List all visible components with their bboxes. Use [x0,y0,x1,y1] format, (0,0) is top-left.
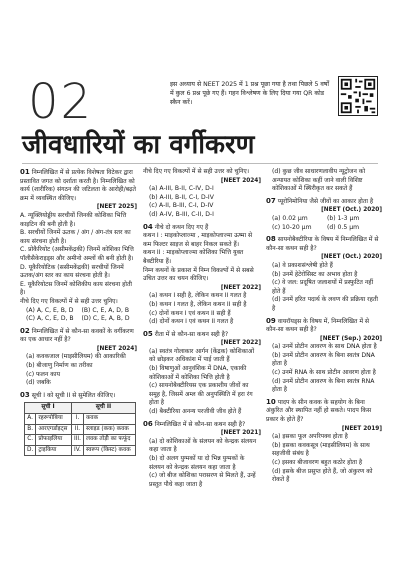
question-06-continued [266,168,382,194]
option-d[interactable]: (d) बैक्टीरिया अनन्य परजीवी जीव होते हैं [149,408,242,416]
question-10 [266,398,382,485]
qr-code-icon[interactable] [338,76,378,116]
row-key: D. [25,445,36,456]
option-c[interactable]: (c) 10-20 μm [272,223,312,231]
column-2 [143,168,261,492]
question-07 [266,197,382,232]
question-prompt: नीचे दिए गए विकल्पों में से सही उत्तर चुनिए। [20,297,118,305]
question-prompt: निम्न कथनों के प्रकाश में निम्न विकल्पों में से सबसे उचित उत्तर का चयन कीजिए। [143,266,254,283]
options [266,215,382,232]
question-text: सूची I को सूची II से सुमेलित कीजिए। [31,391,116,399]
option-d[interactable]: (d) उनमें हरित पदार्थ के लवण की प्रक्रिया रहती है [272,296,378,312]
table-header-list-1: सूची I [25,403,72,414]
exam-tag: [NEET (Sep.) 2020] [320,335,382,342]
option-c[interactable]: (c) इसका बीजावरण बहुत कठोर होता है [272,459,363,466]
row-item: लवक तोड़ी का फफूंद [83,435,135,446]
option-a[interactable]: (a) वे प्रकाशसंश्लेषी होते हैं [272,261,333,269]
statement-c: C. प्रोकैरियोट (असीमकेंद्रकी) जिनमें कोशिका भित्ति पॉलीसैकेराइड्स और अमीनो अम्लों की बनी होती है। [20,246,134,262]
question-03 [20,391,137,457]
row-item: स्वरूप (किस्ट) कवक [83,445,135,456]
row-item: ट्राइकिया [36,445,72,456]
exam-tag: [NEET 2024] [96,345,137,352]
statement-e: E. यूकैरियोटस जिनमें कोशिकीय काय संरचना होती है। [20,280,132,297]
option-b[interactable]: (B) C, E, A, D, B [81,306,130,314]
row-key: B. [25,424,36,435]
question-08 [266,235,382,313]
question-text: निम्नलिखित में से कौन-सा कवकों के वर्गीकरण का एक आधार नहीं है? [20,327,134,344]
row-key: II. [71,424,83,435]
question-text: सायनोबैक्टीरिया के विषय में निम्नलिखित में से कौन-सा कथन सही है? [266,236,379,252]
option-c[interactable]: (c) फलन काय [26,370,60,378]
question-text: निम्नलिखित में से कौन-सा कथन सही है? [154,420,246,428]
table-header-list-2: सूची II [71,403,135,414]
option-c[interactable]: (c) जो बीज कोशिका परासरण से मिलते हैं, उन्हें प्रस्तुत पौधे कहा जाता है [149,472,256,488]
option-a[interactable]: (a) स्वतंत्र गोलाकार आर्गन (केंद्रक) कोशिकाओं को छोड़कर अधिकांश में पाई जाती हैं [149,347,255,364]
option-d[interactable]: (d) जबकि [26,379,51,387]
exam-tag: [NEET 2022] [220,340,261,347]
statement-2: कथन II : माइकोप्लाज्मा कोशिका भित्ति युक्त बैक्टीरिया हैं। [143,249,244,265]
question-text: रीता में से कौन-सा कथन सही है? [154,330,229,338]
option-b[interactable]: (b) 1-3 μm [327,214,360,222]
statement-a: A. न्यूक्लियोड्डीय सरचीयों जिनकी कोशिका भित्ति काइटिन की बनी होती है। [20,211,127,228]
option-d[interactable]: (d) A-IV, B-III, C-II, D-I [149,210,214,218]
option-c[interactable]: (c) A-II, B-III, C-I, D-IV [149,202,214,210]
option-c[interactable]: (C) A, C, E, D, B [26,315,74,323]
exam-tag: [NEET 2024] [220,177,261,184]
option-d[interactable]: (d) 0.5 μm [327,223,360,231]
match-table [24,402,136,456]
option-b[interactable]: (b) दो अलग युग्मकों या दो भिन्न युग्मकों के संलयन को केन्द्रक संलयन कहा जाता है [149,455,245,471]
question-number: 02 [20,326,30,335]
option-d[interactable]: (d) दोनों कथन I एवं कथन II गलत है [149,318,234,326]
statement-1: कथन I : माइकोप्लाज्मा , माइकोप्लाज्मा ऊष्मा से कम फिल्टर साइज से बाहर निकल सकते हैं। [143,232,253,248]
option-c[interactable]: (c) सायनोबैक्टीरियस एक प्रकाशीय जीवों का समूह है, जिसमें अम्ल की अनुपस्थिति में हरा रंग होता है [149,382,253,407]
row-item: आरएगर्डाइट्स [36,424,72,435]
question-05 [143,330,261,417]
option-d[interactable]: (d) इसके बीज प्रसुप्त होते हैं, जो अंकुरण को रोकते हैं [272,467,373,484]
option-c[interactable]: (c) वे जल: प्रदूषित जलाशयों में प्रस्फुटित नहीं होते हैं [272,279,374,295]
question-number: 05 [143,329,153,338]
option-a[interactable]: (A) A, C, E, B, D [26,306,74,314]
question-number: 04 [143,222,153,231]
question-text: निम्नलिखित में से प्रत्येक विशेषता विटेकर द्वारा प्रस्तावित जगत को दर्शाता करती है। निम्नलिखित को कार्य (शारीरिक) संगठन की जटिलता के आरोही/बढ़ते क्रम में व्यवस्थित कीजिए। [20,169,137,202]
question-03-continued [143,168,261,220]
table-row [25,424,136,435]
title-divider [22,163,378,164]
option-d[interactable]: (D) C, E, A, B, D [81,315,130,323]
row-key: A. [25,414,36,425]
column-1 [20,168,137,459]
option-d[interactable]: (d) उनमें प्रोटीन आवरण के बिना स्वतंत्र RNA होता है [272,377,375,394]
option-b[interactable]: (b) इसका कवकसूत्र (माइसीलियम) के साथ सहजीवी संबंध है [272,441,370,458]
question-text: नीचे दो कथन दिए गए हैं [154,223,209,231]
table-row [25,445,136,456]
row-item: स्लाइड (कक) कवक [83,424,135,435]
option-b[interactable]: (b) उनमें हेटेरोसिस्ट का अभाव होता है [272,270,358,278]
statement-d: D. यूकैरियोटिक (ससीमकेंद्रकी) सरचीयों जिनमें ऊतक/अंग स्तर का काय संरचना होती है। [20,263,124,280]
exam-tag: [NEET (Oct.) 2020] [321,207,382,214]
option-b[interactable]: (b) विषाणुओं आनुवंशिक में DNA, एकाकी कोशिकाओं में कोशिका भित्ति होती है [149,365,247,381]
option-b[interactable]: (b) बीजाणु निर्माण का तरीका [26,362,93,370]
question-04 [143,223,261,327]
question-number: 08 [266,235,276,244]
option-a[interactable]: (a) दो कोशिकाओं के संलयन को केन्द्रक संलयन कहा जाता है [149,437,257,454]
option-d[interactable]: (d) कुछ जीव साधारणलावीय न्यूट्रोजन को अन्यायत कोशिका कहीं जाने वाली विशिष्ट कोशिकाओं में स्थिरीकृत कर सकते हैं [272,168,366,193]
exam-tag: [NEET (Oct.) 2020] [321,254,382,261]
option-a[interactable]: (a) कथन I सही है, लेकिन कथन II गलत है [149,292,247,300]
option-b[interactable]: (b) A-III, B-II, C-I, D-IV [149,193,214,201]
question-number: 03 [20,390,30,399]
row-key: C. [25,435,36,446]
question-06 [143,420,261,490]
exam-tag: [NEET 2022] [220,284,261,291]
column-3 [266,168,382,488]
option-a[interactable]: (a) कवकजाल (माइसीलियम) की आकारिकी [26,353,126,361]
options [20,307,137,324]
row-key: IV. [71,445,83,456]
question-text: वायरॉयड्स के विषय में, निम्नलिखित में से कौन-सा कथन सही है? [266,317,370,334]
chapter-intro: इस अध्याय से NEET 2025 में 1 प्रश्न पूछा गया है तथा पिछले 5 वर्षों में कुल 6 प्रश्न पूछे गए हैं। गहन विश्लेषण के लिए दिया गया QR कोड स्कैन करें। [170,81,329,106]
question-number: 06 [143,419,153,428]
question-number: 01 [20,168,30,176]
option-c[interactable]: (c) दोनों कथन I एवं कथन II सही हैं [149,309,231,317]
option-b[interactable]: (b) कथन I गलत है, लेकिन कथन II सही है [149,300,247,308]
row-item: रहरूपोबिया [36,414,72,425]
question-number: 07 [266,196,276,205]
question-prompt: नीचे दिए गए विकल्पों में से सही उत्तर को चुनिए। [143,168,250,175]
exam-tag: [NEET 2021] [220,430,261,437]
qr-code-graphic [339,77,377,115]
option-c[interactable]: (c) उनमें RNA के साथ प्रोटीन आवरण होता है [272,369,376,377]
option-a[interactable]: (a) इसका फूल अपरिपक्व होता है [272,433,348,441]
question-number: 10 [266,397,276,406]
option-b[interactable]: (b) उनमें प्रोटीन आवरण के बिना स्वतंत्र DNA होता है [272,351,375,368]
question-02 [20,327,137,388]
table-row [25,435,136,446]
row-item: प्रोफाइलिया [36,435,72,446]
exam-tag: [NEET 2019] [341,425,382,432]
statement-b: B. सरचीयों जिनमें ऊतक / अंग / अंग-तंत्र स्तर का काय संरचना होती है। [20,229,131,245]
exam-tag: [NEET 2025] [96,204,137,211]
row-key: III. [71,435,83,446]
chapter-title: जीवधारियों का वर्गीकरण [22,130,255,160]
question-01 [20,168,137,324]
table-row [25,414,136,425]
question-number: 09 [266,316,276,325]
question-09 [266,317,382,395]
row-key: I. [71,414,83,425]
option-a[interactable]: (a) 0.02 μm [272,214,308,222]
row-item: कवक [83,414,135,425]
chapter-number: 02 [28,74,94,130]
question-text: पादप के सीन कवक के सहयोग के बिना अंकुरित और स्थापित नहीं हो सकते। पादप किस प्रकार के होते हैं? [266,398,372,424]
question-text: प्यूरोनिमोनिया जैसे जीवों का आकार होता है [277,197,374,205]
option-a[interactable]: (a) उनमें प्रोटीन आवरण के साथ DNA होता है [272,343,377,351]
option-a[interactable]: (a) A-III, B-II, C-IV, D-I [149,185,214,193]
